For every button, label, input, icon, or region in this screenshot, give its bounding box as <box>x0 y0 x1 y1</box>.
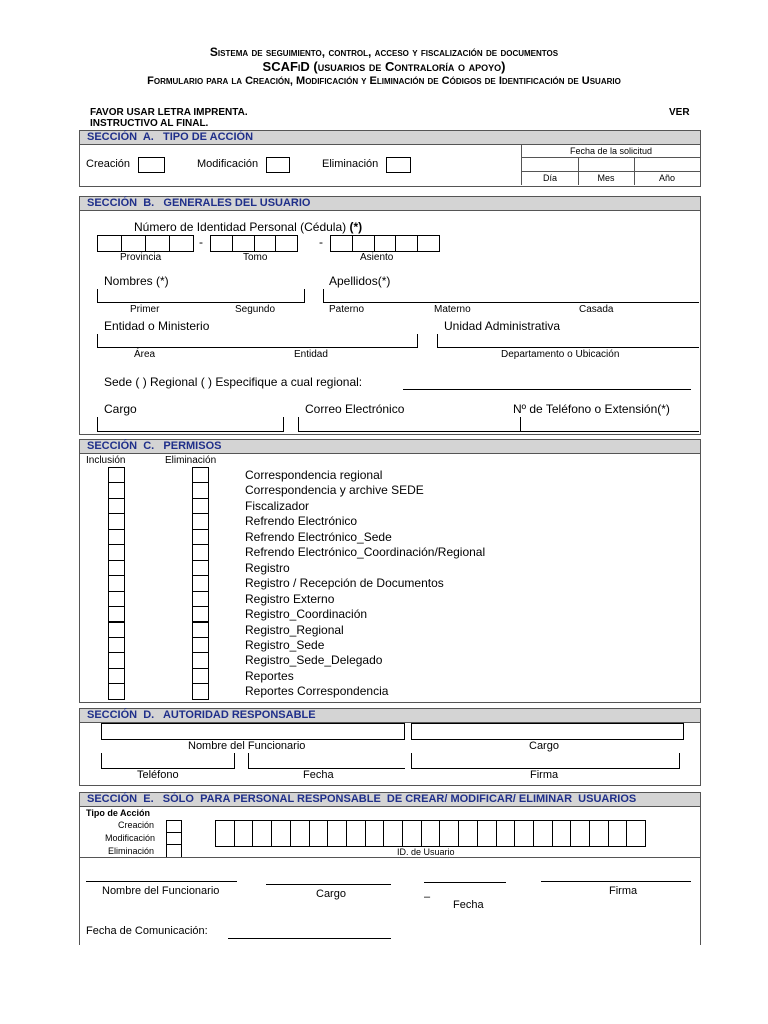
section-d-title: SECCIÓN D. AUTORIDAD RESPONSABLE <box>80 709 700 723</box>
nombre-funcionario-input[interactable] <box>101 723 405 740</box>
inclusion-checkbox[interactable] <box>108 637 125 653</box>
form-title-line2: SCAFiD (usuarios de Contraloría o apoyo) <box>262 59 506 74</box>
inclusion-checkbox[interactable] <box>108 560 125 576</box>
creacion-checkbox[interactable] <box>138 157 165 173</box>
telefono-label: Nº de Teléfono o Extensión(*) <box>513 402 670 416</box>
inclusion-checkbox[interactable] <box>108 482 125 498</box>
e-nombre-funcionario-input[interactable] <box>86 881 237 882</box>
permiso-label: Registro Externo <box>245 591 335 606</box>
e-cargo-label: Cargo <box>316 888 346 900</box>
fecha-solicitud-label: Fecha de la solicitud <box>569 146 653 156</box>
materno-label: Materno <box>434 304 471 315</box>
inclusion-checkbox[interactable] <box>108 652 125 668</box>
eliminacion-checkbox[interactable] <box>192 529 209 545</box>
permiso-label: Registro / Recepción de Documentos <box>245 576 444 591</box>
e-nombre-funcionario-label: Nombre del Funcionario <box>102 885 220 897</box>
fecha-autoridad-label: Fecha <box>303 769 334 781</box>
regional-input[interactable] <box>403 389 691 390</box>
e-cargo-input[interactable] <box>266 884 391 885</box>
eliminacion-checkbox[interactable] <box>192 482 209 498</box>
eliminacion-label: Eliminación <box>322 158 379 170</box>
primer-label: Primer <box>130 304 160 315</box>
inclusion-checkbox[interactable] <box>108 529 125 545</box>
section-c <box>79 439 701 703</box>
fecha-comunicacion-label: Fecha de Comunicación: <box>86 925 208 937</box>
dash-1: - <box>199 235 203 249</box>
ver-note: VER <box>669 107 690 118</box>
nombres-input[interactable] <box>97 289 305 303</box>
print-note: FAVOR USAR LETRA IMPRENTA. <box>90 107 248 118</box>
permiso-label: Registro_Coordinación <box>245 607 368 622</box>
cargo-autoridad-input[interactable] <box>411 723 684 740</box>
fecha-comunicacion-input[interactable] <box>228 938 391 939</box>
eliminacion-checkbox[interactable] <box>192 637 209 653</box>
permiso-label: Registro_Regional <box>245 622 344 637</box>
id-usuario-label: ID. de Usuario <box>397 847 455 857</box>
fecha-autoridad-input[interactable] <box>248 753 405 769</box>
e-firma-label: Firma <box>609 885 638 897</box>
cedula-label-text: Número de Identidad Personal (Cédula) <box>134 220 350 234</box>
eliminacion-checkbox[interactable] <box>386 157 411 173</box>
eliminacion-checkbox[interactable] <box>192 575 209 591</box>
entidad-label: Entidad <box>294 349 328 360</box>
cargo-label: Cargo <box>104 402 137 416</box>
dash-2: - <box>319 235 323 249</box>
cargo-input[interactable] <box>97 417 284 432</box>
section-d <box>79 708 701 786</box>
modificacion-checkbox[interactable] <box>266 157 290 173</box>
correo-label: Correo Electrónico <box>305 402 405 416</box>
e-fecha-dash: – <box>424 891 431 903</box>
e-firma-input[interactable] <box>541 881 691 882</box>
inclusion-checkbox[interactable] <box>108 591 125 607</box>
paterno-label: Paterno <box>329 304 365 315</box>
eliminacion-checkbox[interactable] <box>192 591 209 607</box>
departamento-label: Departamento o Ubicación <box>501 349 620 360</box>
inclusion-checkbox[interactable] <box>108 544 125 560</box>
nombres-label: Nombres (*) <box>104 274 169 288</box>
asiento-label: Asiento <box>360 252 394 263</box>
mes-input[interactable] <box>579 158 634 171</box>
cedula-required: (*) <box>349 220 363 234</box>
eliminacion-checkbox[interactable] <box>192 622 209 638</box>
cedula-label <box>134 220 362 234</box>
eliminacion-checkbox[interactable] <box>192 652 209 668</box>
id-usuario-input[interactable] <box>215 820 646 847</box>
entidad-ministerio-input[interactable] <box>97 334 418 348</box>
permiso-label: Registro_Sede <box>245 637 325 652</box>
e-modificacion-label: Modificación <box>105 833 156 843</box>
permiso-label: Correspondencia regional <box>245 468 383 482</box>
anio-label: Año <box>658 173 675 183</box>
e-fecha-label: Fecha <box>453 899 484 911</box>
dia-label: Día <box>542 173 557 183</box>
e-fecha-input[interactable] <box>424 882 506 883</box>
telefono-input[interactable] <box>520 417 699 432</box>
firma-autoridad-input[interactable] <box>411 753 680 769</box>
creacion-label: Creación <box>86 158 131 170</box>
eliminacion-checkbox[interactable] <box>192 560 209 576</box>
eliminacion-checkbox[interactable] <box>192 606 209 622</box>
section-e <box>79 792 701 945</box>
eliminacion-checkbox[interactable] <box>192 498 209 514</box>
unidad-admin-label: Unidad Administrativa <box>444 319 561 333</box>
eliminacion-checkbox[interactable] <box>192 513 209 529</box>
sede-regional-label: Sede ( ) Regional ( ) Especifique a cual regional: <box>104 375 363 389</box>
section-c-title: SECCIÓN C. PERMISOS <box>80 440 700 454</box>
form-title-line1: Sistema de seguimiento, control, acceso y fiscalización de documentos <box>209 45 559 59</box>
permiso-label: Correspondencia y archive SEDE <box>245 483 424 498</box>
form-title-line3: Formulario para la Creación, Modificación y Eliminación de Códigos de Identificación de Usuario <box>147 75 621 87</box>
section-a <box>79 130 701 187</box>
eliminacion-checkbox[interactable] <box>192 544 209 560</box>
apellidos-input[interactable] <box>323 289 699 303</box>
inclusion-checkbox[interactable] <box>108 683 125 699</box>
inclusion-checkbox[interactable] <box>108 513 125 529</box>
inclusion-checkbox[interactable] <box>108 498 125 514</box>
section-e-title: SECCIÓN E. SÓLO PARA PERSONAL RESPONSABLE DE CREAR/ MODIFICAR/ ELIMINAR USUARIOS <box>80 793 700 807</box>
casada-label: Casada <box>579 304 614 315</box>
segundo-label: Segundo <box>235 304 276 315</box>
section-b <box>79 196 701 435</box>
e-eliminacion-label: Eliminación <box>108 846 155 856</box>
eliminacion-checkbox[interactable] <box>192 668 209 684</box>
permiso-label: Fiscalizador <box>245 498 310 513</box>
eliminacion-checkbox[interactable] <box>192 467 209 483</box>
cargo-autoridad-label: Cargo <box>529 740 559 752</box>
dia-input[interactable] <box>522 158 578 171</box>
telefono-autoridad-label: Teléfono <box>137 769 179 781</box>
area-label: Área <box>134 349 156 360</box>
eliminacion-checkbox[interactable] <box>192 683 209 699</box>
inclusion-checkbox[interactable] <box>108 575 125 591</box>
provincia-label: Provincia <box>120 252 162 263</box>
eliminacion-col-label: Eliminación <box>165 455 217 466</box>
section-a-title: SECCIÓN A. TIPO DE ACCIÓN <box>80 131 700 145</box>
inclusion-checkbox[interactable] <box>108 467 125 483</box>
asiento-input[interactable] <box>330 235 440 252</box>
e-creacion-label: Creación <box>118 820 155 830</box>
fecha-solicitud-table <box>521 145 700 185</box>
inclusion-checkbox[interactable] <box>108 622 125 638</box>
inclusion-checkbox[interactable] <box>108 606 125 622</box>
mes-label: Mes <box>597 173 615 183</box>
instructivo-note: INSTRUCTIVO AL FINAL. <box>90 118 209 129</box>
provincia-input[interactable] <box>97 235 194 252</box>
modificacion-label: Modificación <box>197 158 259 170</box>
inclusion-label: Inclusión <box>86 455 126 466</box>
nombre-funcionario-label: Nombre del Funcionario <box>188 740 306 752</box>
tipo-accion-label: Tipo de Acción <box>86 808 151 818</box>
apellidos-label: Apellidos(*) <box>329 274 391 288</box>
entidad-ministerio-label: Entidad o Ministerio <box>104 319 210 333</box>
permiso-label: Refrendo Electrónico <box>245 514 358 529</box>
permiso-label: Registro <box>245 560 290 575</box>
firma-autoridad-label: Firma <box>530 769 559 781</box>
e-eliminacion-checkbox[interactable] <box>166 844 182 858</box>
inclusion-checkbox[interactable] <box>108 668 125 684</box>
telefono-autoridad-input[interactable] <box>101 753 235 769</box>
permiso-label: Reportes Correspondencia <box>245 684 389 699</box>
tomo-input[interactable] <box>210 235 298 252</box>
permiso-label: Reportes <box>245 668 294 683</box>
unidad-admin-input[interactable] <box>437 334 699 348</box>
permiso-label: Refrendo Electrónico_Sede <box>245 529 392 544</box>
permiso-label: Registro_Sede_Delegado <box>245 653 383 668</box>
anio-input[interactable] <box>635 158 700 171</box>
correo-input[interactable] <box>298 417 522 432</box>
permiso-label: Refrendo Electrónico_Coordinación/Regional <box>245 545 486 560</box>
tomo-label: Tomo <box>243 252 268 263</box>
section-b-title: SECCIÓN B. GENERALES DEL USUARIO <box>80 197 700 211</box>
